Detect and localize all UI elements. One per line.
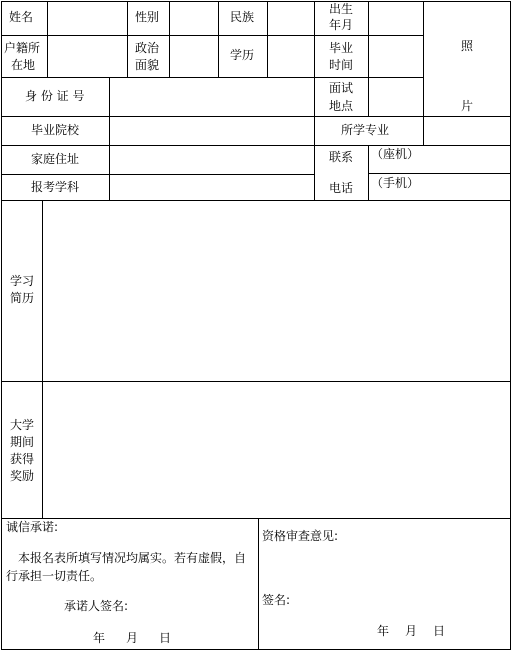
study-label-line1: 学习: [10, 274, 35, 288]
education-field[interactable]: [268, 36, 314, 77]
gender-label: 性别: [135, 10, 160, 24]
review-year: 年: [377, 624, 390, 638]
interview-label-line2: 地点: [329, 99, 354, 113]
name-field[interactable]: [48, 2, 127, 35]
mobile-field[interactable]: [369, 174, 510, 200]
subject-label: 报考学科: [31, 180, 80, 194]
school-label: 毕业院校: [31, 123, 80, 137]
name-label: 姓名: [9, 10, 34, 24]
pledge-signature-field[interactable]: [136, 594, 246, 616]
row-divider: [1, 518, 511, 519]
border-bottom: [1, 649, 511, 650]
address-label: 家庭住址: [31, 152, 80, 166]
landline-hint: （座机）: [371, 147, 420, 161]
photo-label-bottom: 片: [461, 99, 474, 113]
col-divider: [218, 1, 219, 77]
awards-label-line3: 获得: [10, 452, 35, 466]
address-field[interactable]: [110, 146, 314, 174]
interview-label-line1: 面试: [329, 81, 354, 95]
birth-label-line1: 出生: [329, 2, 354, 16]
review-signature-field[interactable]: [298, 590, 498, 612]
pledge-title: 诚信承诺:: [6, 520, 59, 534]
contact-label-line1: 联系: [329, 150, 354, 164]
contact-label-line2: 电话: [329, 181, 354, 195]
graduation-label-line1: 毕业: [329, 41, 354, 55]
graduation-date-field[interactable]: [369, 36, 423, 77]
major-label: 所学专业: [341, 123, 390, 137]
awards-label-line4: 奖励: [10, 469, 35, 483]
mobile-hint: （手机）: [371, 176, 420, 190]
gender-field[interactable]: [170, 2, 218, 35]
graduation-label-line2: 时间: [329, 58, 354, 72]
awards-label-line2: 期间: [10, 435, 35, 449]
major-field[interactable]: [424, 117, 510, 145]
pledge-body-line2: 行承担一切责任。: [6, 569, 103, 583]
school-field[interactable]: [110, 117, 314, 145]
study-label-line2: 简历: [10, 291, 35, 305]
subject-field[interactable]: [110, 175, 314, 200]
pledge-month: 月: [126, 631, 139, 645]
border-left: [1, 1, 2, 650]
pledge-signature-label: 承诺人签名:: [64, 599, 129, 613]
study-history-field[interactable]: [43, 201, 510, 381]
pledge-year: 年: [93, 631, 106, 645]
photo-label-top: 照: [461, 39, 474, 53]
border-right: [510, 1, 511, 650]
awards-field[interactable]: [43, 382, 510, 518]
col-divider: [314, 1, 315, 200]
awards-label-line1: 大学: [10, 418, 35, 432]
education-label: 学历: [230, 48, 255, 62]
hukou-field[interactable]: [48, 36, 127, 77]
col-divider: [127, 1, 128, 77]
hukou-label-line1: 户籍所: [4, 41, 41, 55]
pledge-body-line1: 本报名表所填写情况均属实。若有虚假，自: [18, 551, 247, 565]
hukou-label-line2: 在地: [11, 58, 36, 72]
ethnicity-field[interactable]: [268, 2, 314, 35]
review-signature-label: 签名:: [262, 593, 291, 607]
review-opinion-field[interactable]: [259, 548, 510, 588]
review-month: 月: [405, 624, 418, 638]
id-number-field[interactable]: [110, 78, 314, 116]
political-label-line1: 政治: [135, 41, 160, 55]
pledge-day: 日: [159, 631, 172, 645]
landline-field[interactable]: [369, 146, 510, 173]
political-field[interactable]: [170, 36, 218, 77]
review-title: 资格审查意见:: [262, 529, 339, 543]
photo-box[interactable]: [424, 2, 510, 116]
id-number-label: 身 份 证 号: [25, 89, 85, 103]
birth-date-field[interactable]: [369, 2, 423, 35]
political-label-line2: 面貌: [135, 58, 160, 72]
interview-location-field[interactable]: [369, 78, 423, 116]
review-day: 日: [433, 624, 446, 638]
birth-label-line2: 年月: [329, 18, 354, 32]
ethnicity-label: 民族: [230, 10, 255, 24]
